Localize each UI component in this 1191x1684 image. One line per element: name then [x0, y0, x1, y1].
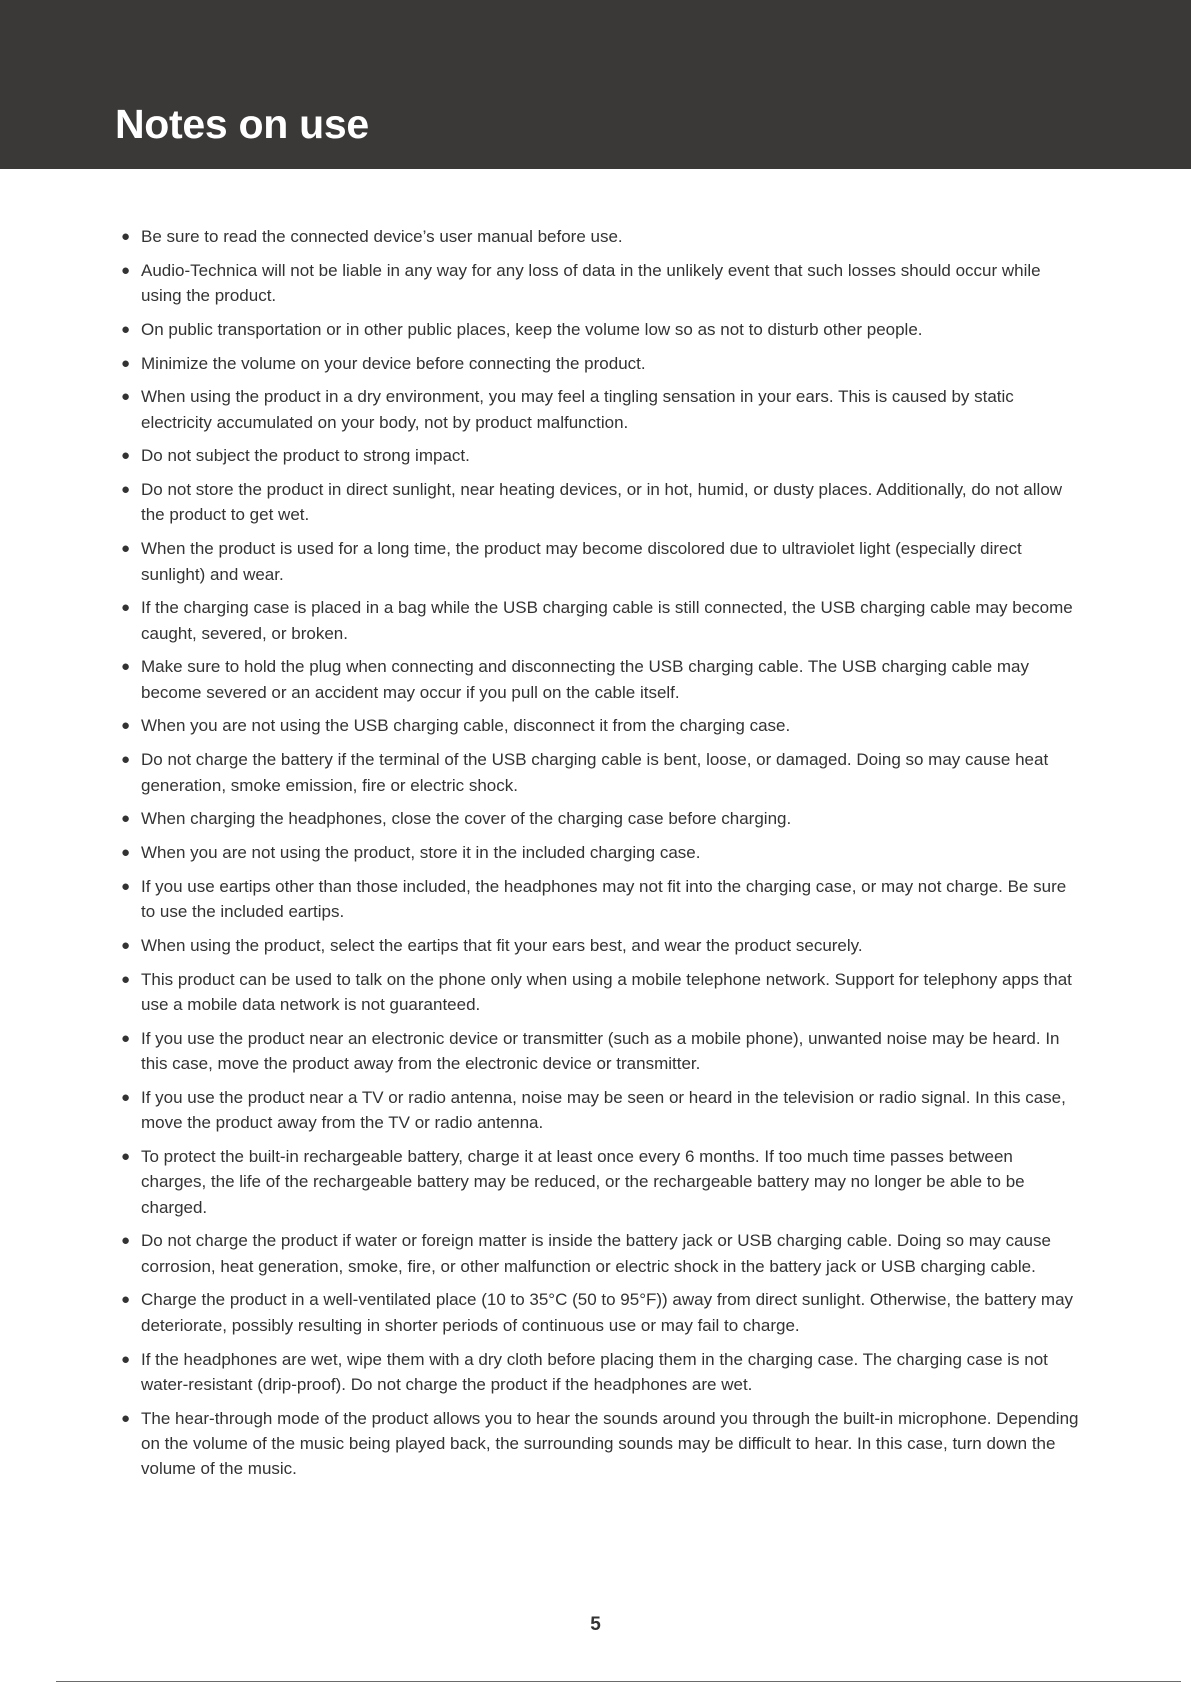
list-item [121, 536, 1081, 587]
note-text: Do not subject the product to strong impact. [141, 446, 470, 466]
bullet-icon: ● [121, 717, 131, 735]
bullet-icon: ● [121, 447, 131, 465]
list-item [121, 1347, 1081, 1398]
note-text: When you are not using the product, store it in the included charging case. [141, 842, 701, 862]
list-item [121, 258, 1081, 309]
bullet-icon: ● [121, 1147, 131, 1165]
bullet-icon: ● [121, 388, 131, 406]
bullet-icon: ● [121, 1350, 131, 1368]
bullet-icon: ● [121, 1409, 131, 1427]
note-text: If the charging case is placed in a bag while the USB charging cable is still connected, the USB charging cable may become caught, severed, or broken. [141, 598, 1073, 643]
note-text: On public transportation or in other public places, keep the volume low so as not to disturb other people. [141, 319, 923, 339]
list-item [121, 654, 1081, 705]
note-text: Do not charge the product if water or foreign matter is inside the battery jack or USB charging cable. Doing so may cause corrosion, heat generation, smoke, fire, or other malfunction or electric shock in the battery jack or USB charging cable. [141, 1231, 1051, 1276]
list-item [121, 874, 1081, 925]
notes-list [0, 224, 1081, 1490]
note-text: When using the product, select the eartips that fit your ears best, and wear the product securely. [141, 935, 863, 955]
bullet-icon: ● [121, 970, 131, 988]
list-item [121, 351, 1081, 376]
list-item [121, 1026, 1081, 1077]
bullet-icon: ● [121, 1291, 131, 1309]
note-text: If the headphones are wet, wipe them with a dry cloth before placing them in the charging case. The charging case is not water-resistant (drip-proof). Do not charge the product if the headphones are wet. [141, 1349, 1048, 1394]
bullet-icon: ● [121, 320, 131, 338]
list-item [121, 443, 1081, 468]
list-item [121, 1144, 1081, 1220]
note-text: Charge the product in a well-ventilated place (10 to 35°C (50 to 95°F)) away from direct sunlight. Otherwise, the battery may deteriorate, possibly resulting in shorter periods of continuous use or may fail to charge. [141, 1290, 1074, 1335]
bullet-icon: ● [121, 261, 131, 279]
footer-divider [56, 1681, 1181, 1682]
bullet-icon: ● [121, 354, 131, 372]
bullet-icon: ● [121, 1088, 131, 1106]
note-text: When the product is used for a long time, the product may become discolored due to ultraviolet light (especially direct sunlight) and wear. [141, 539, 1022, 584]
list-item [121, 224, 1081, 249]
note-text: Minimize the volume on your device before connecting the product. [141, 353, 646, 373]
note-text: This product can be used to talk on the phone only when using a mobile telephone network. Support for telephony apps that use a mobile data network is not guaranteed. [141, 969, 1072, 1014]
list-item [121, 1406, 1081, 1482]
list-item [121, 806, 1081, 831]
bullet-icon: ● [121, 1232, 131, 1250]
list-item [121, 747, 1081, 798]
list-item [121, 933, 1081, 958]
note-text: Be sure to read the connected device’s user manual before use. [141, 227, 623, 246]
list-item [121, 317, 1081, 342]
note-text: If you use the product near an electronic device or transmitter (such as a mobile phone), unwanted noise may be heard. In this case, move the product away from the electronic device or transmitter. [141, 1028, 1060, 1074]
note-text: To protect the built-in rechargeable battery, charge it at least once every 6 months. If too much time passes between charges, the life of the rechargeable battery may be reduced, or the rechargeable battery may no longer be able to be charged. [141, 1146, 1025, 1217]
note-text: When charging the headphones, close the cover of the charging case before charging. [141, 809, 792, 829]
list-item [121, 713, 1081, 738]
note-text: Do not charge the battery if the terminal of the USB charging cable is bent, loose, or damaged. Doing so may cause heat generation, smoke emission, fire or electric shock. [141, 750, 1049, 795]
bullet-icon: ● [121, 843, 131, 861]
page-number: 5 [590, 1614, 601, 1635]
list-item [121, 967, 1081, 1018]
bullet-icon: ● [121, 540, 131, 558]
note-text: If you use the product near a TV or radio antenna, noise may be seen or heard in the television or radio signal. In this case, move the product away from the TV or radio antenna. [141, 1087, 1066, 1133]
bullet-icon: ● [121, 810, 131, 828]
note-text: When using the product in a dry environment, you may feel a tingling sensation in your ears. This is caused by static electricity accumulated on your body, not by product malfunction. [141, 387, 1014, 432]
list-item [121, 1228, 1081, 1279]
bullet-icon: ● [121, 599, 131, 617]
bullet-icon: ● [121, 658, 131, 676]
note-text: Make sure to hold the plug when connecting and disconnecting the USB charging cable. The USB charging cable may become severed or an accident may occur if you pull on the cable itself. [141, 657, 1030, 702]
page-header-band [0, 0, 1191, 169]
bullet-icon: ● [121, 877, 131, 895]
note-text: If you use eartips other than those included, the headphones may not fit into the charging case, or may not charge. Be sure to use the included eartips. [141, 876, 1067, 922]
bullet-icon: ● [121, 751, 131, 769]
list-item [121, 840, 1081, 865]
list-item [121, 1085, 1081, 1136]
bullet-icon: ● [121, 1029, 131, 1047]
page-title: Notes on use [115, 101, 369, 147]
note-text: Audio-Technica will not be liable in any way for any loss of data in the unlikely event that such losses should occur while using the product. [141, 260, 1041, 306]
note-text: Do not store the product in direct sunlight, near heating devices, or in hot, humid, or dusty places. Additionally, do not allow the product to get wet. [141, 480, 1063, 525]
list-item [121, 384, 1081, 435]
bullet-icon: ● [121, 936, 131, 954]
list-item [121, 1287, 1081, 1338]
bullet-icon: ● [121, 481, 131, 499]
list-item [121, 595, 1081, 646]
bullet-icon: ● [121, 228, 131, 245]
note-text: The hear-through mode of the product allows you to hear the sounds around you through the built-in microphone. Depending on the volume of the music being played back, the surrounding sounds may be difficult to hear. In this case, turn down the volume of the music. [141, 1408, 1079, 1479]
note-text: When you are not using the USB charging cable, disconnect it from the charging case. [141, 716, 791, 736]
list-item [121, 477, 1081, 528]
